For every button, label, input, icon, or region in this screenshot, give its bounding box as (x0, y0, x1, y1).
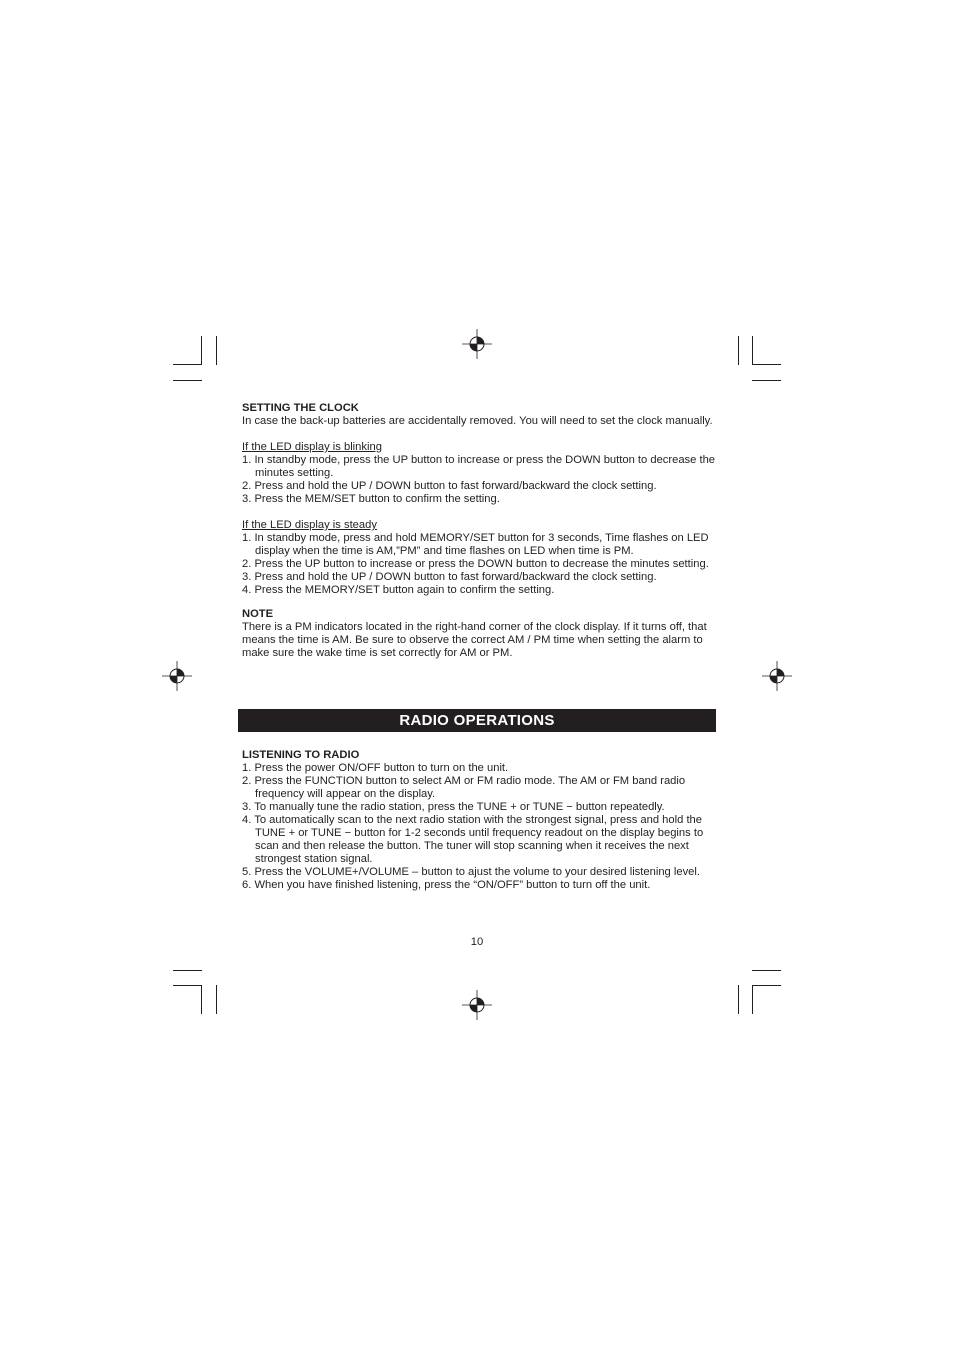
intro-paragraph: In case the back-up batteries are accidentally removed. You will need to set the clock manually. (242, 415, 713, 427)
registration-mark-icon (762, 661, 792, 691)
crop-mark (216, 985, 217, 1014)
crop-mark (752, 364, 781, 365)
page-number: 10 (470, 936, 484, 948)
clock-section (242, 402, 716, 660)
list-item: 2. Press the FUNCTION button to select AM or FM radio mode. The AM or FM band radio frequency will appear on the display. (242, 775, 686, 800)
subheading-steady: If the LED display is steady (242, 519, 377, 531)
crop-mark (752, 970, 781, 971)
crop-mark (173, 985, 202, 986)
list-item: 1. In standby mode, press the UP button to increase or press the DOWN button to decrease the minutes setting. (242, 454, 716, 479)
crop-mark (738, 985, 739, 1014)
list-item: 3. Press the MEM/SET button to confirm the setting. (242, 493, 500, 505)
radio-section (242, 749, 716, 892)
crop-mark (738, 336, 739, 365)
registration-mark-icon (462, 329, 492, 359)
list-item: 4. Press the MEMORY/SET button again to confirm the setting. (242, 584, 555, 596)
subheading-blinking: If the LED display is blinking (242, 441, 382, 453)
crop-mark (752, 985, 753, 1014)
section-banner: RADIO OPERATIONS (238, 709, 716, 732)
list-item: 1. In standby mode, press and hold MEMORY/SET button for 3 seconds, Time flashes on LED display when the time is AM,”PM” and time flashes on LED when time is PM. (242, 532, 709, 557)
section-heading: SETTING THE CLOCK (242, 402, 359, 414)
crop-mark (201, 336, 202, 365)
list-item: 4. To automatically scan to the next radio station with the strongest signal, press and hold the TUNE + or TUNE − button for 1-2 seconds until frequency readout on the display begins to scan and then release the button. The tuner will stop scanning when it receives the next strongest station signal. (242, 814, 704, 865)
list-item: 6. When you have finished listening, press the “ON/OFF” button to turn off the unit. (242, 879, 651, 891)
crop-mark (752, 380, 781, 381)
crop-mark (173, 364, 202, 365)
crop-mark (752, 336, 753, 365)
list-item: 5. Press the VOLUME+/VOLUME – button to ajust the volume to your desired listening level. (242, 866, 700, 878)
list-item: 2. Press the UP button to increase or press the DOWN button to decrease the minutes setting. (242, 558, 709, 570)
list-item: 1. Press the power ON/OFF button to turn on the unit. (242, 762, 509, 774)
note-heading: NOTE (242, 608, 274, 620)
section-heading: LISTENING TO RADIO (242, 749, 360, 761)
crop-mark (173, 380, 202, 381)
list-item: 2. Press and hold the UP / DOWN button to fast forward/backward the clock setting. (242, 480, 657, 492)
crop-mark (752, 985, 781, 986)
list-item: 3. Press and hold the UP / DOWN button to fast forward/backward the clock setting. (242, 571, 657, 583)
crop-mark (201, 985, 202, 1014)
registration-mark-icon (462, 990, 492, 1020)
registration-mark-icon (162, 661, 192, 691)
note-paragraph: There is a PM indicators located in the right-hand corner of the clock display. If it turns off, that means the time is AM. Be sure to observe the correct AM / PM time when setting the alarm to make sure the wake time is set correctly for AM or PM. (242, 621, 707, 659)
list-item: 3. To manually tune the radio station, press the TUNE + or TUNE − button repeatedly. (242, 801, 665, 813)
crop-mark (216, 336, 217, 365)
crop-mark (173, 970, 202, 971)
